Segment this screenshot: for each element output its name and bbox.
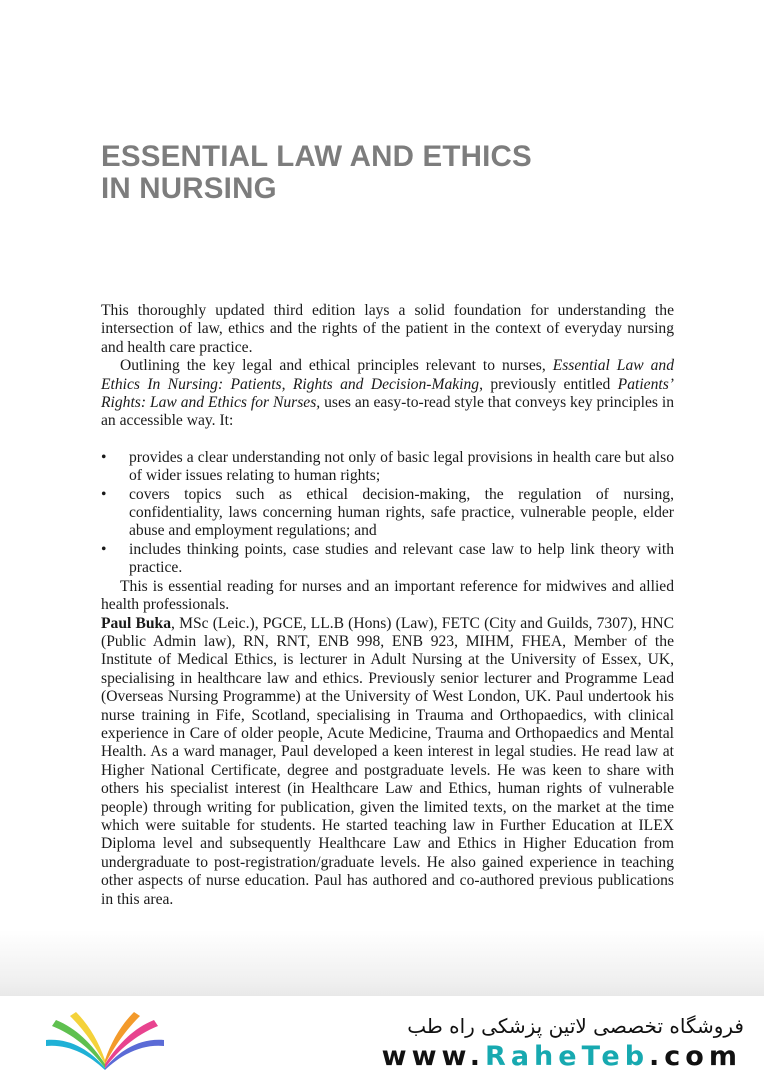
overview-text: uses an easy-to-read style that conveys key principles in an accessible way. It: xyxy=(101,394,674,430)
overview-text: Outlining the key legal and ethical principles relevant to nurses, xyxy=(120,357,553,375)
page-bottom-shadow xyxy=(0,930,764,1002)
former-title-italic: Patients’ Rights: Law and Ethics for Nurses, xyxy=(101,375,674,412)
bullet-icon: • xyxy=(101,540,107,558)
url-brand: RaheTeb xyxy=(485,1041,650,1072)
list-item-text: includes thinking points, case studies and relevant case law to help link theory with practice. xyxy=(129,540,674,577)
body-text xyxy=(101,302,674,909)
url-suffix: .com xyxy=(649,1041,742,1072)
author-name: Paul Buka xyxy=(101,614,172,632)
list-item xyxy=(101,486,674,541)
footer-banner xyxy=(0,996,764,1080)
list-item-text: covers topics such as ethical decision-making, the regulation of nursing, confidentiality, laws concerning human rights, safe practice, vulnerable people, elder abuse and employment regulations; and xyxy=(129,485,674,540)
title-line-2: IN NURSING xyxy=(101,172,277,205)
store-url xyxy=(382,1041,742,1072)
list-item xyxy=(101,541,674,578)
list-item-text: provides a clear understanding not only of basic legal provisions in health care but also of wider issues relating to human rights; xyxy=(129,448,674,485)
overview-text: , previously entitled xyxy=(479,375,618,393)
list-item xyxy=(101,449,674,486)
bullet-icon: • xyxy=(101,448,107,466)
author-bio xyxy=(101,615,674,910)
overview-paragraph xyxy=(101,357,674,431)
url-prefix: www. xyxy=(381,1041,486,1072)
title-line-1: ESSENTIAL LAW AND ETHICS xyxy=(101,140,532,173)
store-name: فروشگاه تخصصی لاتین پزشکی راه طب xyxy=(407,1014,744,1038)
intro-paragraph: This thoroughly updated third edition lays a solid foundation for understanding the intersection of law, ethics and the rights of the patient in the context of everyday nursing and health care practice. xyxy=(101,302,674,356)
feature-list xyxy=(101,449,674,578)
open-book-logo-icon xyxy=(42,1010,168,1072)
audience-paragraph: This is essential reading for nurses and an important reference for midwives and allied health professionals. xyxy=(101,577,674,614)
page-title xyxy=(101,141,661,205)
author-bio-text: , MSc (Leic.), PGCE, LL.B (Hons) (Law), FETC (City and Guilds, 7307), HNC (Public Admin law), RN, RNT, ENB 998, ENB 923, MIHM, FHEA, Member of the Institute of Medical Ethics, is lecturer in Adult Nursing at the University of Essex, UK, specialising in healthcare law and ethics. Previously senior lecturer and Programme Lead (Overseas Nursing Programme) at the University of West London, UK. Paul undertook his nurse training in Fife, Scotland, specialising in Trauma and Orthopaedics, with clinical experience in Care of older people, Acute Medicine, Trauma and Orthopaedics and Mental Health. As a ward manager, Paul developed a keen interest in legal studies. He read law at Higher National Certificate, degree and postgraduate levels. He was keen to share with others his specialist interest (in Healthcare Law and Ethics, human rights of vulnerable people) through writing for publication, given the limited texts, on the market at the time which were suitable for students. He started teaching law in Further Education at ILEX Diploma level and subsequently Healthcare Law and Ethics in Higher Education from undergraduate to post-registration/graduate levels. He also gained experience in teaching other aspects of nurse education. Paul has authored and co-authored previous publications in this area. xyxy=(101,614,674,908)
bullet-icon: • xyxy=(101,485,107,503)
book-title-italic: Essential Law and Ethics In Nursing: Patients, Rights and Decision-Making xyxy=(101,357,674,393)
